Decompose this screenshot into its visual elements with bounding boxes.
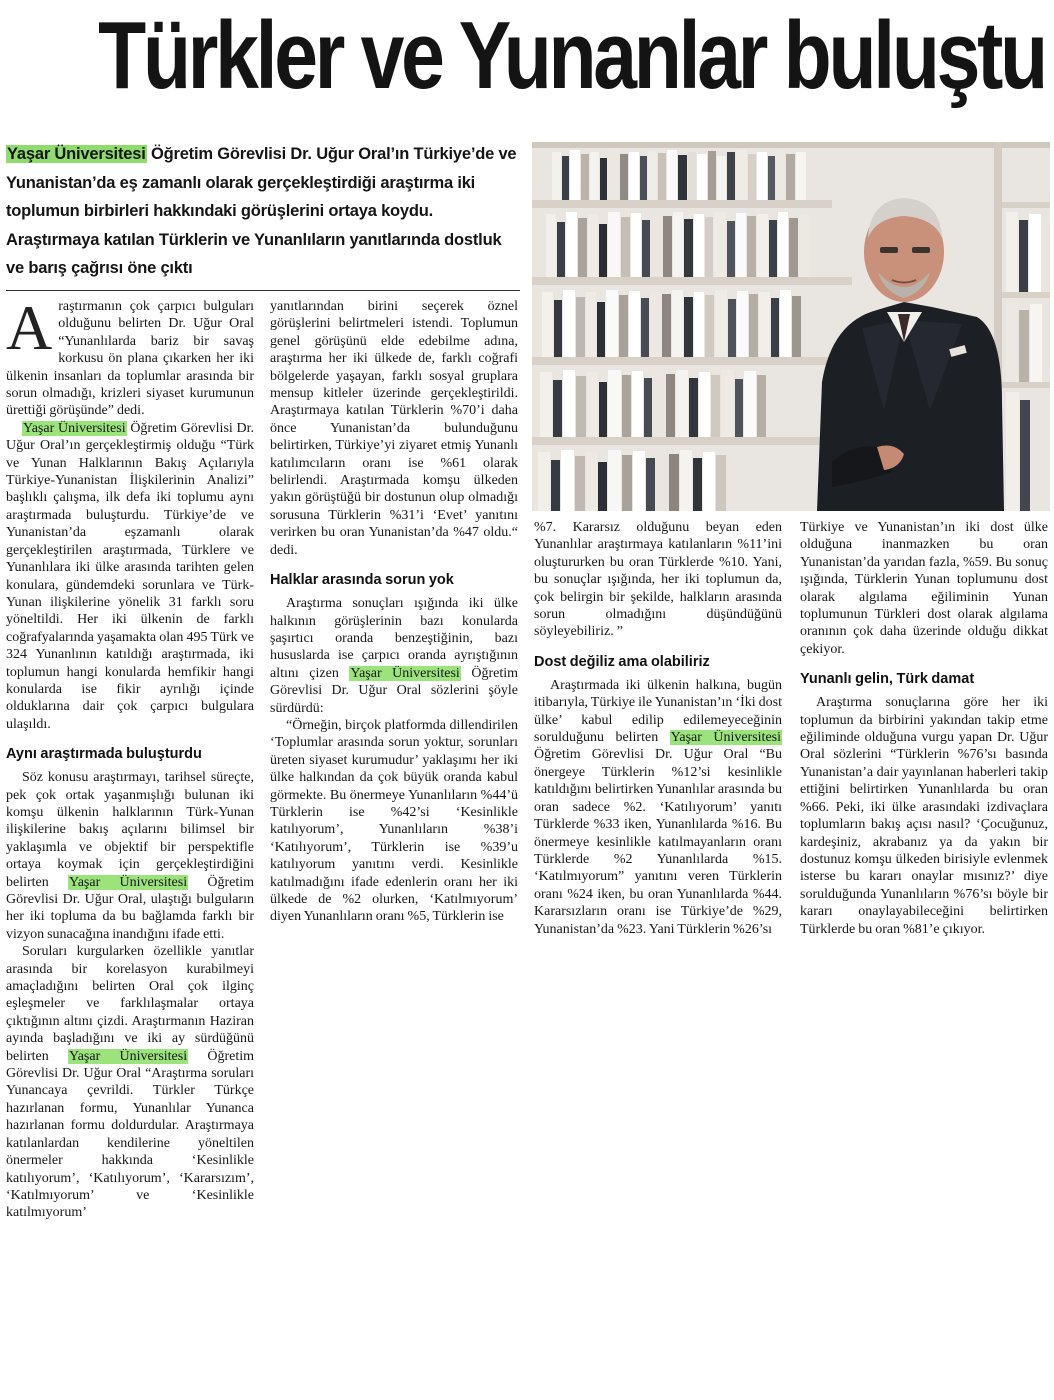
paragraph: Söz konusu araştırmayı, tarihsel süreçte, pek çok ortak yaşanmışlığı bulunan iki komşu ülkenin halklarının Türk-Yunan ilişkilerine bakış açılarını bilimsel bir yaklaşımla ve objektif bir perspektifle ortaya koymak için gerçekleştirdiğini belirten Yaşar Üniversitesi Öğretim Görevlisi Dr. Uğur Oral, ulaştığı bulguların her iki topluma da bu bağlamda farklı bir vizyon sunacağına inandığını ifade etti. — [6, 770, 255, 942]
headline: Türkler ve Yunanlar buluştu — [98, 2, 1045, 109]
subheading: Aynı araştırmada buluşturdu — [6, 746, 202, 763]
paragraph: Araştırmanın çok çarpıcı bulguları olduğunu belirten Dr. Uğur Oral “Yunanlılarda bariz bir savaş korkusu ön plana çıkarken her iki ülkenin insanları da toplumlar arasında bir sorun olmadığı, krizleri siyaset kurumunun ürettiği görüşünde” dedi. — [6, 292, 254, 419]
paragraph: Araştırma sonuçları ışığında iki ülke halkının görüşlerinin bazı konularda şaşırtıcı oranda benzeştiğinin, bazı hususlarda ise çarpıcı oranda ayrıştığının altını çizen Yaşar Üniversitesi Öğretim Görevlisi Dr. Uğur Oral sözlerini şöyle sürdürdü: — [270, 596, 518, 716]
paragraph: Araştırmada iki ülkenin halkına, bugün itibarıyla, Türkiye ile Yunanistan’ın ‘İki dost ülke’ kabul edilip edilemeyeceğinin sorulduğunu belirten Yaşar Üniversitesi Öğretim Görevlisi Dr. Uğur Oral “Bu önergeye Türklerin %12’si kesinlikle katıldığını belirtirken Yunanlılar arasında bu oran sadece %2. ‘Katılıyorum’ yanıtı Türklerde %33 iken, Yunanlılarda %16. Bu önermeye kesinlikle katılmayanların oranı Türklerde %2 Yunanlılarda %15. ‘Katılmıyorum” yanıtını veren Türklerin oranı %24 iken, bu oran Yunanlılarda %44. Kararsızların oranı ise Türkiye’de %29, Yunanistan’da %23. Yani Türklerin %26’sı — [534, 677, 782, 937]
highlighted-university-name: Yaşar Üniversitesi — [7, 145, 146, 163]
article-column-1 — [6, 292, 255, 1222]
lead-paragraph — [6, 140, 520, 283]
article-photo — [532, 142, 1050, 511]
article-column-4 — [800, 519, 1048, 938]
highlighted-university-name: Yaşar Üniversitesi — [23, 420, 126, 436]
article-column-3 — [534, 519, 782, 938]
subheading: Halklar arasında sorun yok — [270, 572, 454, 589]
subheading: Dost değiliz ama olabiliriz — [534, 653, 710, 670]
drop-cap: A — [6, 292, 53, 363]
lead-divider — [6, 290, 520, 291]
highlighted-university-name: Yaşar Üniversitesi — [350, 665, 460, 681]
highlighted-university-name: Yaşar Üniversitesi — [670, 730, 782, 746]
highlighted-university-name: Yaşar Üniversitesi — [68, 874, 188, 890]
subheading: Yunanlı gelin, Türk damat — [800, 671, 975, 688]
paragraph: Soruları kurgularken özellikle yanıtlar arasında bir korelasyon kurabilmeyi amaçladığını belirten Oral çok ilginç eşleşmeler ve farklılaşmalar ortaya çıktığının altını çizdi. Araştırmanın Haziran ayında başladığını ve iki ay sürdüğünü belirten Yaşar Üniversitesi Öğretim Görevlisi Dr. Uğur Oral “Araştırma soruları Yunancaya çevrildi. Türkler Türkçe hazırlanan formu, Yunanlılar Yunanca hazırlanan formu doldurdular. Araştırmaya katılanlardan kendilerine yöneltilen önermeler hakkında ‘Kesinlikle katılıyorum’, ‘Katılıyorum’, ‘Kararsızım’, ‘Katılmıyorum’ ve ‘Kesinlikle katılmıyorum’ — [6, 944, 255, 1221]
paragraph: Araştırma sonuçlarına göre her iki toplumun da birbirini yakından takip etme eğiliminde olduğuna vurgu yapan Dr. Uğur Oral sözlerini “Türklerin %76’sı basında Yunanistan’a dair yayınlanan haberleri takip ettiğini belirtirken Yunanlılarda bu oran %66. Peki, iki ülke arasındaki izdivaçlara toplumların bakış açısı nasıl? ‘Çocuğunuz, kardeşiniz, akrabanız ya da yakın bir dostunuz komşu ülkeden birisiyle evlenmek isterse bu kararı onaylar mısınız?’ diye sorulduğunda Yunanlıların %76’sı böyle bir kararı onaylayabileceğini belirtirken Türklerde bu oran %81’e çıkıyor. — [800, 695, 1048, 937]
paragraph: Yaşar Üniversitesi Öğretim Görevlisi Dr. Uğur Oral’ın gerçekleştirmiş olduğu “Türk ve Yunan Halklarının Bakış Açılarıyla Türkiye-Yunanistan İlişkilerinin Analizi” başlıklı çalışma, ilk defa iki toplumu aynı araştırmada buluşturdu. Türkiye’de ve Yunanistan’da eşzamanlı olarak gerçekleştirilen araştırmada, Türklere ve Yunanlılara iki ülke arasında tarihten gelen konulara, gündemdeki sorunlara ve Türk-Yunan ilişkilerine yönelik 31 farklı soru yöneltildi. Her iki ülkenin de farklı coğrafyalarında yaşamakta olan 495 Türk ve 324 Yunanlının katıldığı araştırmada, iki toplumun hangi konularda hemfikir hangi konularda ise fikir ayrılığı içinde olduklarına dair çok çarpıcı bulgulara ulaşıldı. — [6, 420, 254, 732]
paragraph: yanıtlarından birini seçerek öznel görüşlerini belirtmeleri istendi. Toplumun genel görüşünü elde edebilme adına, araştırma her iki ülkede de, farklı coğrafi bölgelerde yaşayan, farklı sosyal gruplara mensup kitleler üzerinde gerçekleştirildi. Araştırmaya katılan Türklerin %70’i daha önce Yunanistan’da bulunduğunu belirtirken, Türkiye’yi ziyaret etmiş Yunanlı katılımcıların oranı ise %61 olarak belirlendi. Araştırmada komşu ülkeden yakın görüştüğü bir dostunun olup olmadığı sorusuna Türklerin %31’i ‘Evet’ yanıtını verirken bu oran Yunanistan’da %47 oldu.“ dedi. — [270, 299, 518, 558]
article-column-2 — [270, 298, 518, 926]
paragraph: “Örneğin, birçok platformda dillendirilen ‘Toplumlar arasında sorun yoktur, sorunları üreten siyaset kurumudur’ yaklaşımı her iki ülke halkından da çok büyük oranda kabul görmekte. Bu önermeye Yunanlıların %44’ü Türklerin ise %42’si ‘Kesinlikle katılıyorum’, Yunanlıların %38’i ‘Katılıyorum’, Türklerin ise %39’u katılıyorum yanıtını verdi. Kesinlikle katılmadığını ifade edenlerin oranı her iki ülkede de %2 olurken, ‘Katılmıyorum’ diyen Yunanlıların oranı %5, Türklerin ise — [270, 717, 518, 925]
photo-illustration — [532, 142, 1050, 511]
lead-text: Öğretim Görevlisi Dr. Uğur Oral’ın Türkiye’de ve Yunanistan’da eş zamanlı olarak gerçekleştirdiği araştırma iki toplumun birbirleri hakkındaki görüşlerini ortaya koydu. Araştırmaya katılan Türklerin ve Yunanlıların yanıtlarında dostluk ve barış çağrısı öne çıktı — [6, 145, 517, 277]
paragraph: %7. Kararsız olduğunu beyan eden Yunanlılar araştırmaya katılanların %11’ini oluştururken bu oran Türklerde %10. Yani, bu sonuçlar ışığında, her iki toplumun da, çok belirgin bir şekilde, halkların arasında sorun olmadığını düşündüğünü söyleyebiliriz. ” — [534, 520, 782, 640]
paragraph: Türkiye ve Yunanistan’ın iki dost ülke olduğuna inanmazken bu oran Yunanistan’da yarıdan fazla, %59. Bu sonuç ışığında, Türklerin Yunan toplumunu dost olarak algılama eğiliminin Yunan toplumunun Türkleri dost olarak algılama oranının çok daha üzerinde olduğu dikkat çekiyor. — [800, 520, 1048, 657]
highlighted-university-name: Yaşar Üniversitesi — [68, 1048, 188, 1064]
